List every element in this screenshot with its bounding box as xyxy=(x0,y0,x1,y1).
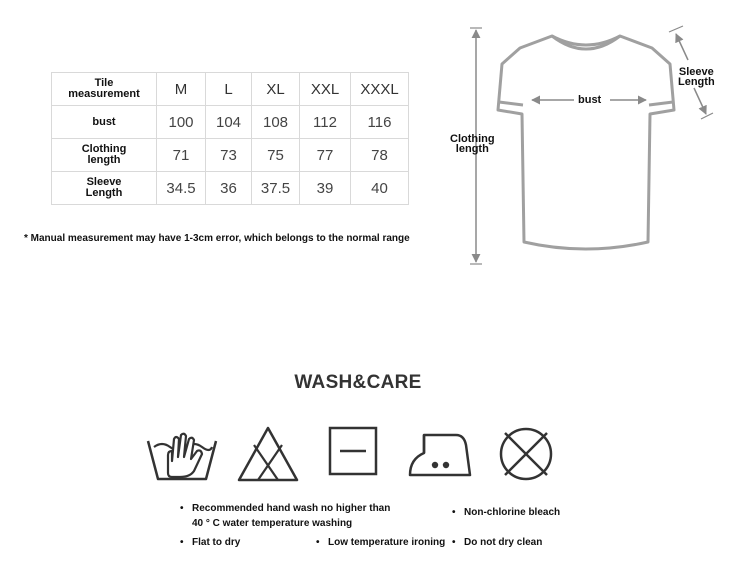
sleeve-length-row xyxy=(52,172,409,205)
iron-instruction: • Low temperature ironing xyxy=(316,537,446,548)
size-xxl: XXL xyxy=(300,73,351,106)
flat-dry-icon xyxy=(328,425,380,477)
tshirt-outline xyxy=(498,36,674,249)
table-cell: 112 xyxy=(300,106,351,139)
size-chart-header-row xyxy=(52,73,409,106)
header-label-cell: Tile measurement xyxy=(52,73,157,106)
sleeve-arrow-upper xyxy=(676,34,688,60)
dry-clean-instruction: • Do not dry clean xyxy=(452,537,543,548)
size-m: M xyxy=(157,73,206,106)
size-xl: XL xyxy=(252,73,300,106)
size-chart-table xyxy=(51,72,409,205)
low-iron-icon xyxy=(406,425,472,481)
flat-dry-instruction: • Flat to dry xyxy=(180,537,241,548)
table-cell: 78 xyxy=(351,139,409,172)
table-cell: 37.5 xyxy=(252,172,300,205)
sleeve-length-label: Sleeve Length xyxy=(678,66,715,88)
table-cell: 36 xyxy=(206,172,252,205)
table-cell: 75 xyxy=(252,139,300,172)
bust-label: bust xyxy=(578,94,602,106)
wash-care-title: WASH&CARE xyxy=(294,372,422,393)
table-cell: 71 xyxy=(157,139,206,172)
table-cell: 34.5 xyxy=(157,172,206,205)
row-label: bust xyxy=(52,106,157,139)
clothing-length-label: Clothing length xyxy=(450,133,495,155)
table-cell: 39 xyxy=(300,172,351,205)
bleach-instruction: • Non-chlorine bleach xyxy=(452,507,561,518)
do-not-dry-clean-icon xyxy=(497,425,555,483)
sleeve-arrow-lower xyxy=(694,88,706,114)
non-chlorine-bleach-icon xyxy=(236,425,300,485)
hand-wash-instruction: • Recommended hand wash no higher than 40 ° C water temperature washing xyxy=(180,503,391,529)
table-cell: 104 xyxy=(206,106,252,139)
table-cell: 116 xyxy=(351,106,409,139)
size-l: L xyxy=(206,73,252,106)
table-cell: 108 xyxy=(252,106,300,139)
hand-wash-icon xyxy=(146,425,218,485)
table-cell: 77 xyxy=(300,139,351,172)
size-xxxl: XXXL xyxy=(351,73,409,106)
row-label: Clothing length xyxy=(52,139,157,172)
clothing-length-row xyxy=(52,139,409,172)
measurement-note: * Manual measurement may have 1-3cm error, which belongs to the normal range xyxy=(24,233,410,244)
table-cell: 73 xyxy=(206,139,252,172)
table-cell: 40 xyxy=(351,172,409,205)
row-label: Sleeve Length xyxy=(52,172,157,205)
bust-row xyxy=(52,106,409,139)
table-cell: 100 xyxy=(157,106,206,139)
